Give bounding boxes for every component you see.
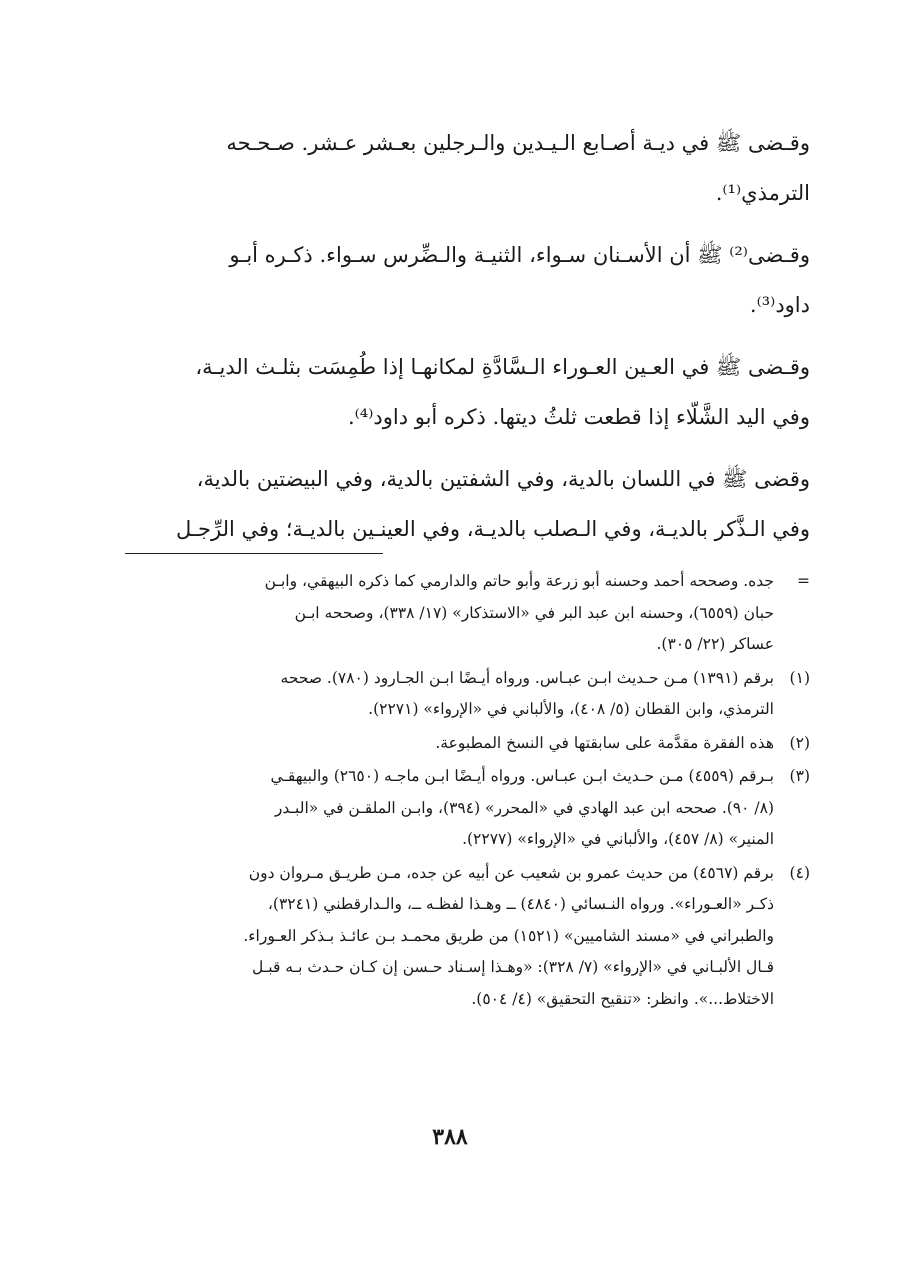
- footnote-body: [90, 728, 774, 760]
- footnote-line: (٨/ ٩٠). صححه ابن عبد الهادي في «المحرر» (٣٩٤)، وابـن الملقـن في «البـدر: [274, 798, 774, 817]
- footnote-line: والطبراني في «مسند الشاميين» (١٥٢١) من طريق محمـد بـن عائـذ بـذكر العـوراء.: [243, 926, 774, 945]
- paragraph: [90, 118, 810, 218]
- paragraph: [90, 454, 810, 554]
- footnote: [90, 566, 810, 661]
- footnote-body: [90, 761, 774, 856]
- page-number: ٣٨٨: [432, 1124, 468, 1150]
- footnote-line: برقم (٤٥٦٧) من حديث عمرو بن شعيب عن أبيه عن جده، مـن طريـق مـروان دون: [248, 863, 774, 882]
- footnote-line: عساكر (٢٢/ ٣٠٥).: [656, 635, 774, 653]
- footnote-line: ذكـر «العـوراء». ورواه النـسائي (٤٨٤٠) ــ وهـذا لفظـه ــ، والـدارقطني (٣٢٤١)،: [267, 895, 774, 913]
- footnotes: [90, 566, 810, 1017]
- footnote-line: قـال الألبـاني في «الإرواء» (٧/ ٣٢٨): «وهـذا إسـناد حـسن إن كـان حـدث بـه قبـل: [251, 958, 774, 976]
- footnote-separator: [125, 553, 383, 554]
- footnote: [90, 663, 810, 726]
- main-text: [90, 118, 810, 566]
- footnote-line: حبان (٦٥٥٩)، وحسنه ابن عبد البر في «الاستذكار» (١٧/ ٣٣٨)، وصححه ابـن: [294, 603, 774, 622]
- footnote-line: المنير» (٨/ ٤٥٧)، والألباني في «الإرواء» (٢٢٧٧).: [462, 830, 774, 848]
- footnote-line: بـرقم (٤٥٥٩) مـن حـديث ابـن عبـاس. ورواه أيـضًا ابـن ماجـه (٢٦٥٠) والبيهقـي: [270, 767, 774, 785]
- footnote-line: الترمذي، وابن القطان (٥/ ٤٠٨)، والألباني في «الإرواء» (٢٢٧١).: [368, 700, 774, 718]
- footnote-number: (٢): [789, 733, 810, 752]
- text-line: وفي اليد الشَّلّاء إذا قطعت ثلثُ ديتها. ذكره أبو داود⁽⁴⁾.: [347, 405, 810, 429]
- paragraph: [90, 230, 810, 330]
- text-line: الترمذي⁽¹⁾.: [715, 181, 810, 205]
- footnote-number: =: [797, 572, 810, 590]
- paragraph: [90, 342, 810, 442]
- footnote-line: الاختلاط...». وانظر: «تنقيح التحقيق» (٤/ ٥٠٤).: [471, 989, 774, 1008]
- text-line: وقـضى ﷺ في ديـة أصـابع الـيـدين والـرجلين بعـشر عـشر. صـحـحه: [226, 131, 810, 155]
- footnote-body: [90, 566, 774, 661]
- text-line: داود⁽³⁾.: [749, 293, 810, 317]
- footnote-line: جده. وصححه أحمد وحسنه أبو زرعة وأبو حاتم والدارمي كما ذكره البيهقي، وابـن: [264, 572, 774, 590]
- footnote-body: [90, 858, 774, 1016]
- footnote: [90, 761, 810, 856]
- text-line: وفي الـذَّكر بالديـة، وفي الـصلب بالديـة، وفي العينـين بالديـة؛ وفي الرِّجـل: [175, 517, 810, 541]
- text-line: وقـضى ﷺ في العـين العـوراء الـسَّادَّةِ لمكانهـا إذا طُمِسَت بثلـث الديـة،: [195, 355, 810, 379]
- text-line: وقضى ﷺ في اللسان بالدية، وفي الشفتين بالدية، وفي البيضتين بالدية،: [196, 467, 810, 491]
- footnote-number: (٤): [789, 863, 810, 882]
- footnote-number: (٣): [789, 767, 810, 785]
- footnote-line: هذه الفقرة مقدَّمة على سابقتها في النسخ المطبوعة.: [435, 733, 774, 752]
- footnote: [90, 858, 810, 1016]
- footnote-number: (١): [789, 668, 810, 687]
- text-line: وقـضى⁽²⁾ ﷺ أن الأسـنان سـواء، الثنيـة والـضِّرس سـواء. ذكـره أبـو: [229, 243, 810, 267]
- footnote-line: برقم (١٣٩١) مـن حـديث ابـن عبـاس. ورواه أيـضًا ابـن الجـارود (٧٨٠). صححه: [280, 668, 774, 687]
- footnote: [90, 728, 810, 760]
- footnote-body: [90, 663, 774, 726]
